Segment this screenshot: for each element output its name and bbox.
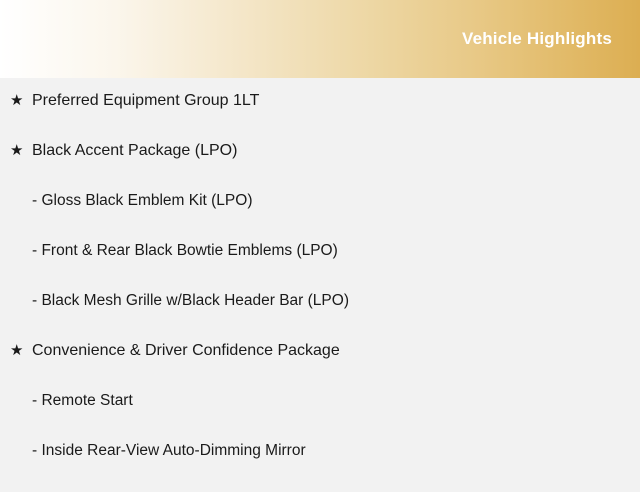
list-item-label: - Remote Start <box>32 392 133 409</box>
list-item-label: - Inside Rear-View Auto-Dimming Mirror <box>32 442 306 459</box>
header-banner <box>0 0 640 78</box>
highlights-list <box>0 78 640 480</box>
list-item-label: - Gloss Black Emblem Kit (LPO) <box>32 192 253 209</box>
list-item-label: - Black Mesh Grille w/Black Header Bar (LPO) <box>32 292 349 309</box>
list-item-label: Preferred Equipment Group 1LT <box>32 92 260 109</box>
list-item-label: - Front & Rear Black Bowtie Emblems (LPO) <box>32 242 338 259</box>
list-item <box>0 142 640 192</box>
list-item-sub <box>0 292 640 342</box>
star-bullet-icon: ★ <box>10 92 24 109</box>
list-item-sub <box>0 392 640 442</box>
list-item-label: Convenience & Driver Confidence Package <box>32 342 340 359</box>
star-bullet-icon: ★ <box>10 342 24 359</box>
list-item <box>0 342 640 392</box>
list-item-sub <box>0 442 640 492</box>
star-bullet-icon: ★ <box>10 142 24 159</box>
list-item <box>0 92 640 142</box>
list-item-label: Black Accent Package (LPO) <box>32 142 238 159</box>
list-item-sub <box>0 192 640 242</box>
page-title: Vehicle Highlights <box>461 29 612 48</box>
list-item-sub <box>0 242 640 292</box>
